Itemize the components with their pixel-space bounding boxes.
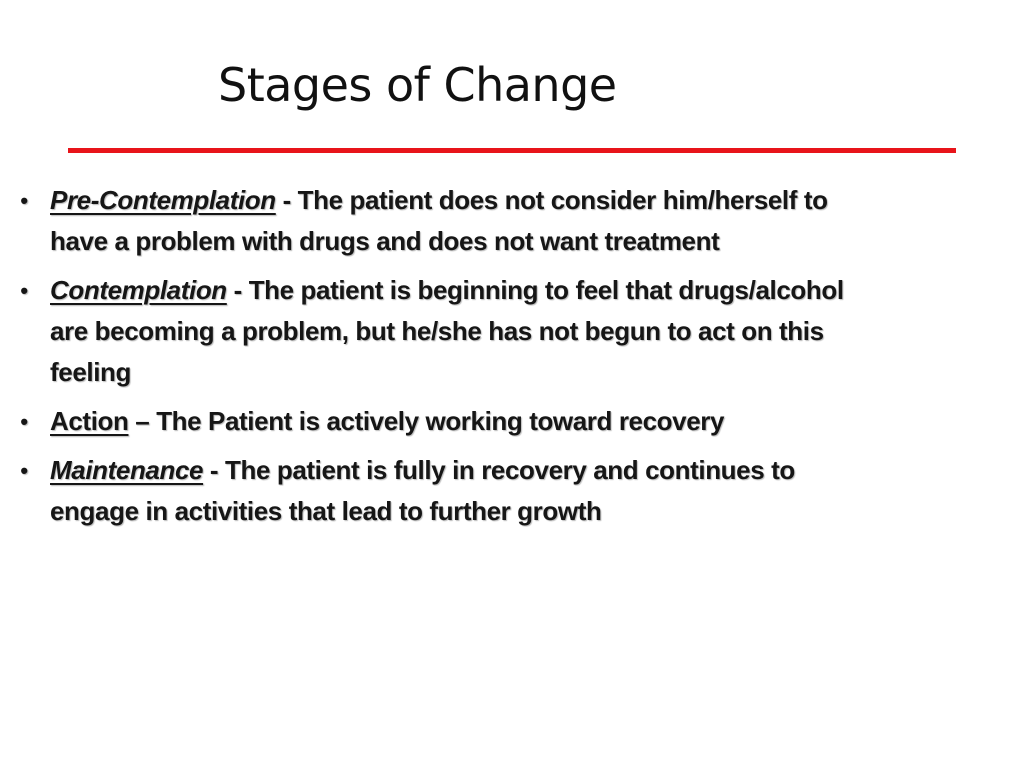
bullet-term: Pre-Contemplation (50, 185, 276, 215)
slide-title: Stages of Change (218, 58, 617, 112)
bullet-item-pre-contemplation (14, 180, 844, 262)
bullet-icon: • (20, 188, 28, 213)
bullet-icon: • (20, 278, 28, 303)
bullet-separator: – (128, 406, 157, 436)
bullet-icon: • (20, 458, 28, 483)
title-divider (68, 148, 956, 153)
bullet-text: The Patient is actively working toward recovery (156, 406, 725, 436)
bullet-separator: - (203, 455, 225, 485)
bullet-list (14, 180, 844, 540)
bullet-separator: - (275, 185, 298, 215)
bullet-item-action (14, 401, 844, 442)
bullet-text: The patient is fully in recovery and continues to engage in activities that lead to further growth (50, 455, 795, 526)
bullet-text: The patient does not consider him/herself to have a problem with drugs and does not want treatment (50, 185, 828, 256)
bullet-icon: • (20, 409, 28, 434)
bullet-item-contemplation (14, 270, 844, 393)
bullet-term: Action (50, 406, 129, 436)
bullet-separator: - (226, 275, 249, 305)
bullet-item-maintenance (14, 450, 844, 532)
bullet-term: Contemplation (50, 275, 227, 305)
bullet-text: The patient is beginning to feel that drugs/alcohol are becoming a problem, but he/she has not begun to act on this feeling (50, 275, 844, 387)
bullet-term: Maintenance (50, 455, 204, 485)
